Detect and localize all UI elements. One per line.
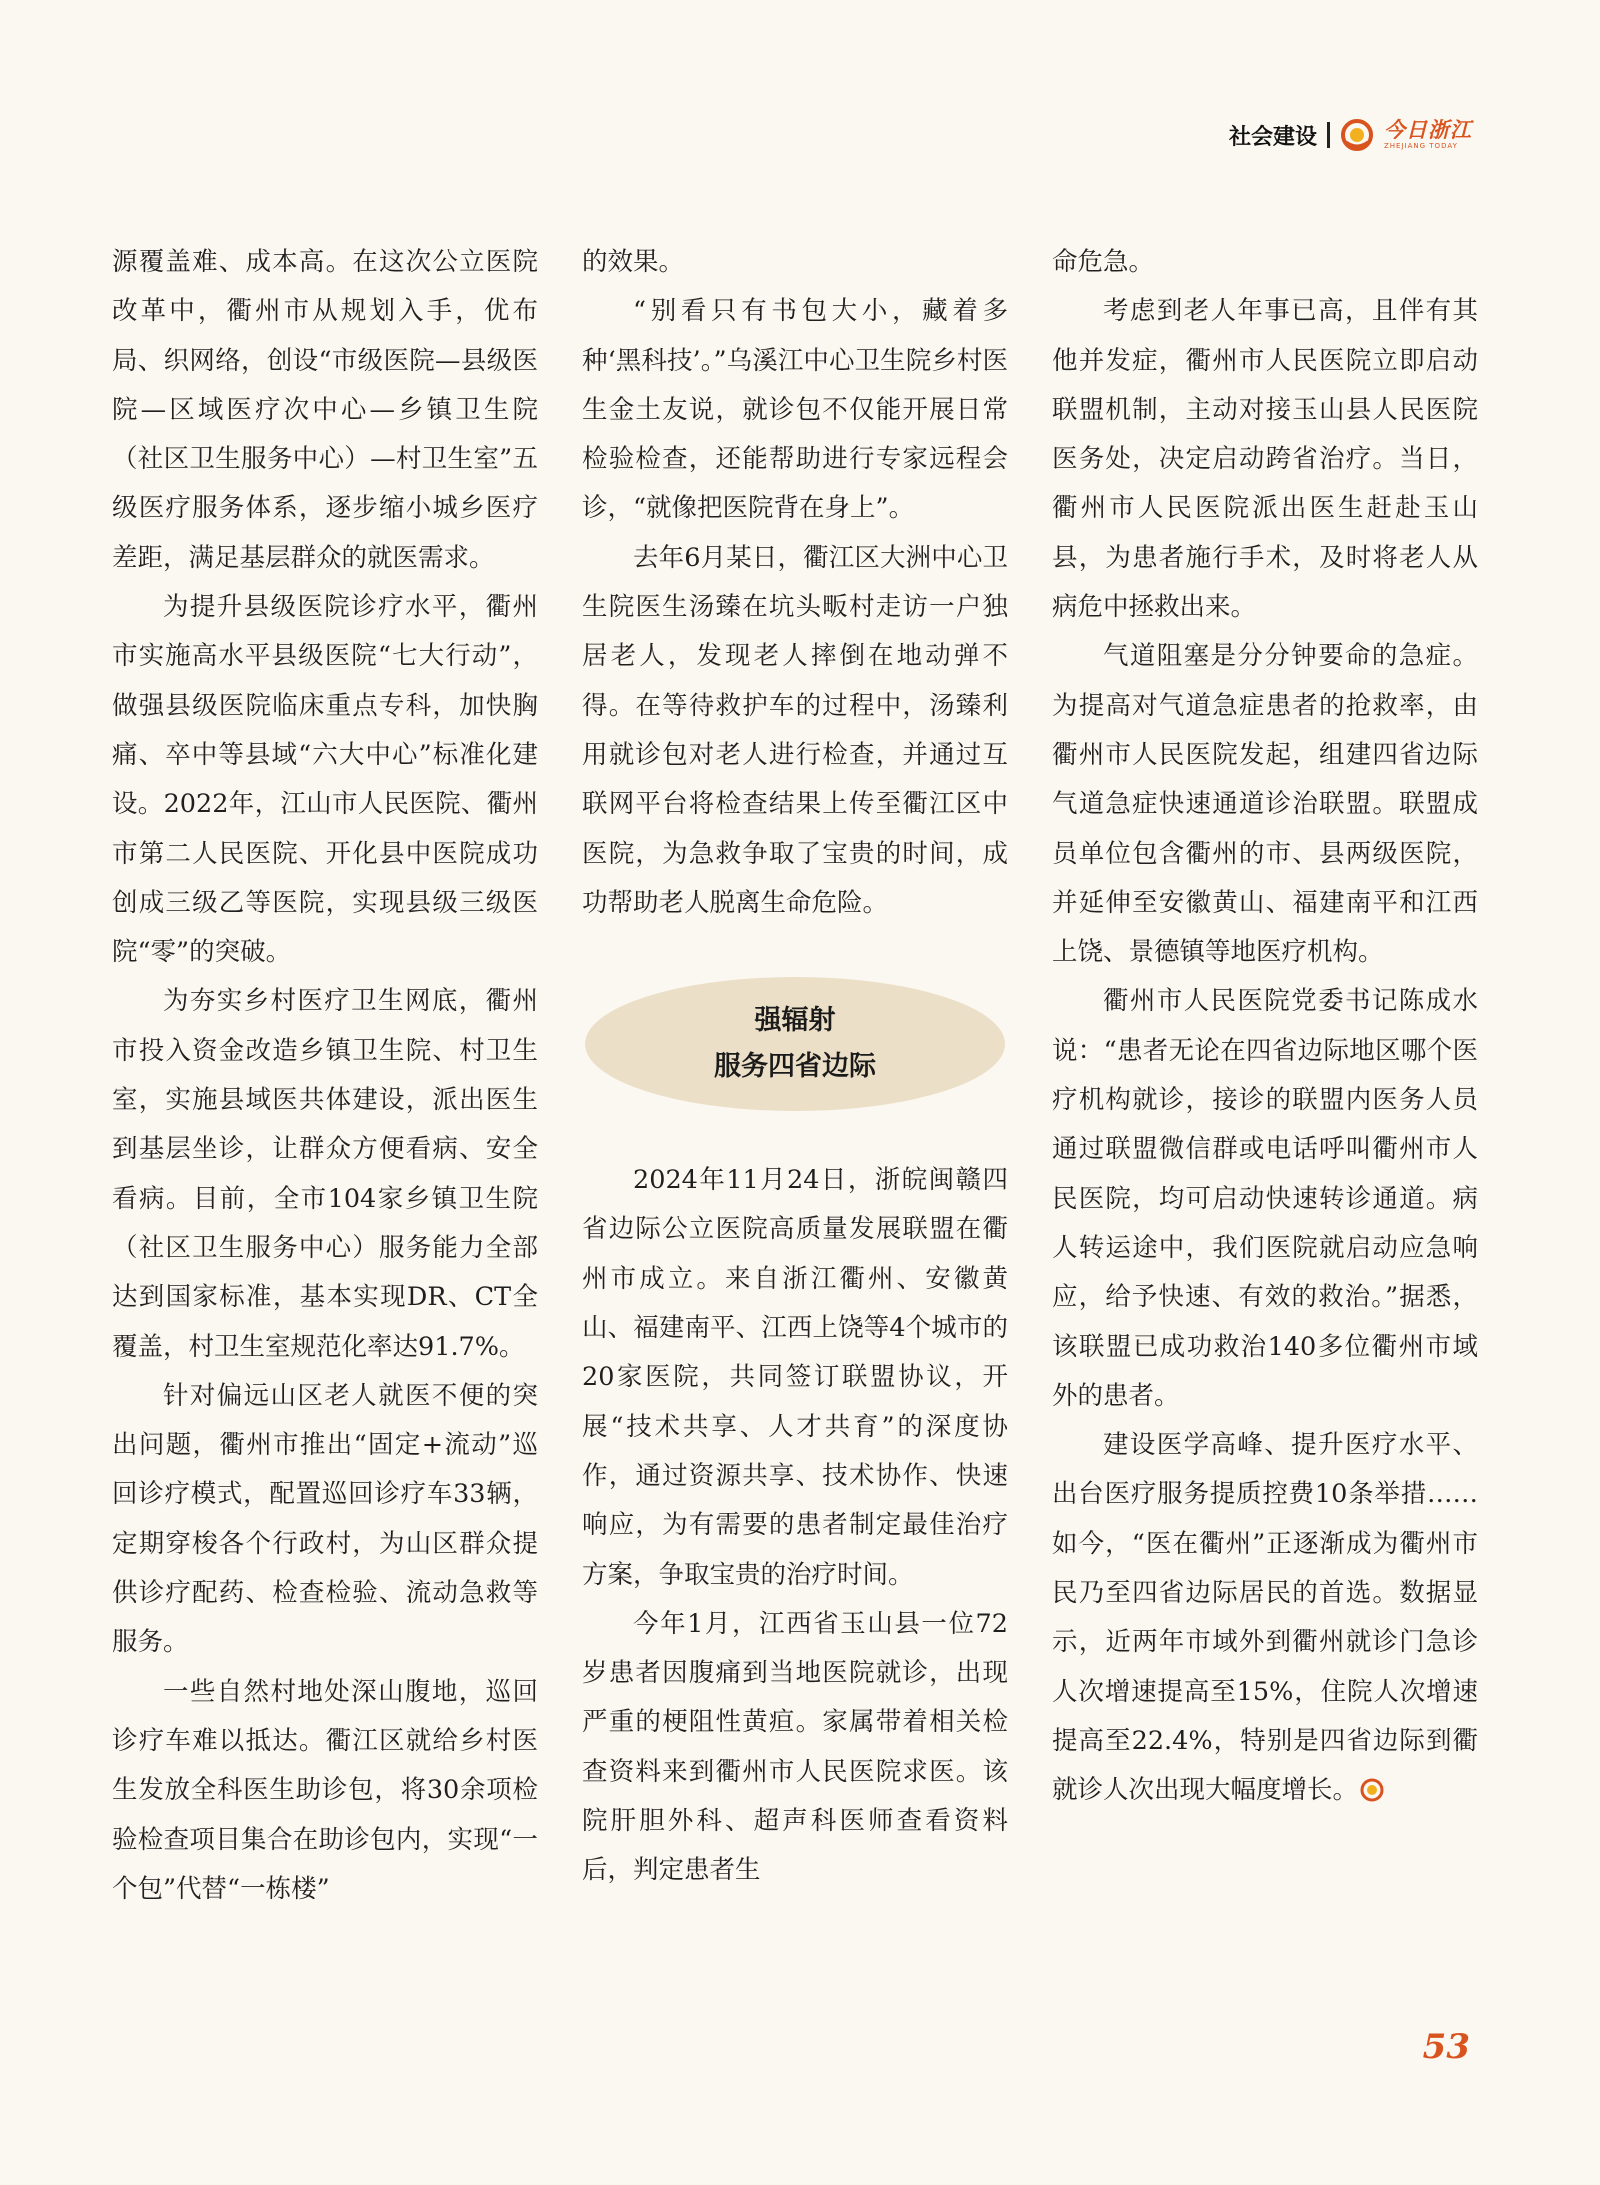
subheading-line-2: 服务四省边际 <box>714 1051 876 1083</box>
section-title: 社会建设 <box>1228 124 1317 150</box>
brand-name-en: ZHEJIANG TODAY <box>1384 142 1458 150</box>
paragraph: 今年1月，江西省玉山县一位72岁患者因腹痛到当地医院就诊，出现严重的梗阻性黄疸。家属带着相关检查资料来到衢州市人民医院求医。该院肝胆外科、超声科医师查看资料后，判定患者生 <box>582 1608 1008 1886</box>
header-divider <box>1327 122 1330 148</box>
brand-name-cn: 今日浙江 <box>1384 118 1472 142</box>
paragraph: 的效果。 <box>582 247 685 277</box>
page-number: 53 <box>1422 2027 1470 2067</box>
paragraph: 命危急。 <box>1052 247 1155 277</box>
paragraph: 去年6月某日，衢江区大洲中心卫生院医生汤臻在坑头畈村走访一户独居老人，发现老人摔倒在地动弹不得。在等待救护车的过程中，汤臻利用就诊包对老人进行检查，并通过互联网平台将检查结果上传至衢江区中医院，为急救争取了宝贵的时间，成功帮助老人脱离生命危险。 <box>582 542 1008 918</box>
paragraph: 一些自然村地处深山腹地，巡回诊疗车难以抵达。衢江区就给乡村医生发放全科医生助诊包，将30余项检验检查项目集合在助诊包内，实现“一个包”代替“一栋楼” <box>112 1676 538 1904</box>
article-body <box>112 238 1478 1914</box>
brand-wordmark <box>1384 120 1472 150</box>
brand-logo-icon <box>1340 118 1374 152</box>
paragraph: 针对偏远山区老人就医不便的突出问题，衢州市推出“固定+流动”巡回诊疗模式，配置巡回诊疗车33辆，定期穿梭各个行政村，为山区群众提供诊疗配药、检查检验、流动急救等服务。 <box>112 1380 538 1658</box>
column-1 <box>112 238 538 1914</box>
column-3 <box>1052 238 1478 1914</box>
subheading-line-1: 强辐射 <box>754 1005 836 1037</box>
subheading-block <box>582 944 1008 1144</box>
paragraph: 气道阻塞是分分钟要命的急症。为提高对气道急症患者的抢救率，由衢州市人民医院发起，组建四省边际气道急症快速通道诊治联盟。联盟成员单位包含衢州的市、县两级医院，并延伸至安徽黄山、福建南平和江西上饶、景德镇等地医疗机构。 <box>1052 641 1478 968</box>
article-end-icon <box>1360 1778 1384 1802</box>
paragraph: 考虑到老人年事已高，且伴有其他并发症，衢州市人民医院立即启动联盟机制，主动对接玉山县人民医院医务处，决定启动跨省治疗。当日，衢州市人民医院派出医生赶赴玉山县，为患者施行手术，及时将老人从病危中拯救出来。 <box>1052 296 1478 623</box>
subheading <box>585 977 1005 1111</box>
paragraph: 为夯实乡村医疗卫生网底，衢州市投入资金改造乡镇卫生院、村卫生室，实施县域医共体建设，派出医生到基层坐诊，让群众方便看病、安全看病。目前，全市104家乡镇卫生院（社区卫生服务中心）服务能力全部达到国家标准，基本实现DR、CT全覆盖，村卫生室规范化率达91.7%。 <box>112 986 538 1362</box>
paragraph: 源覆盖难、成本高。在这次公立医院改革中，衢州市从规划入手，优布局、织网络，创设“市级医院—县级医院—区域医疗次中心—乡镇卫生院（社区卫生服务中心）—村卫生室”五级医疗服务体系，逐步缩小城乡医疗差距，满足基层群众的就医需求。 <box>112 247 538 573</box>
paragraph: 衢州市人民医院党委书记陈成水说：“患者无论在四省边际地区哪个医疗机构就诊，接诊的联盟内医务人员通过联盟微信群或电话呼叫衢州市人民医院，均可启动快速转诊通道。病人转运途中，我们医院就启动应急响应，给予快速、有效的救治。”据悉，该联盟已成功救治140多位衢州市域外的患者。 <box>1052 986 1478 1411</box>
paragraph: “别看只有书包大小，藏着多种‘黑科技’。”乌溪江中心卫生院乡村医生金土友说，就诊包不仅能开展日常检验检查，还能帮助进行专家远程会诊，“就像把医院背在身上”。 <box>582 296 1008 524</box>
paragraph-text: 建设医学高峰、提升医疗水平、出台医疗服务提质控费10条举措……如今，“医在衢州”正逐渐成为衢州市民乃至四省边际居民的首选。数据显示，近两年市域外到衢州就诊门急诊人次增速提高至15%，住院人次增速提高至22.4%，特别是四省边际到衢就诊人次出现大幅度增长。 <box>1052 1430 1478 1806</box>
column-2 <box>582 238 1008 1914</box>
paragraph: 为提升县级医院诊疗水平，衢州市实施高水平县级医院“七大行动”，做强县级医院临床重点专科，加快胸痛、卒中等县域“六大中心”标准化建设。2022年，江山市人民医院、衢州市第二人民医院、开化县中医院成功创成三级乙等医院，实现县级三级医院“零”的突破。 <box>112 592 538 968</box>
page-header <box>1229 118 1472 152</box>
paragraph <box>1052 1421 1478 1815</box>
paragraph: 2024年11月24日，浙皖闽赣四省边际公立医院高质量发展联盟在衢州市成立。来自浙江衢州、安徽黄山、福建南平、江西上饶等4个城市的20家医院，共同签订联盟协议，开展“技术共享、人才共育”的深度协作，通过资源共享、技术协作、快速响应，为有需要的患者制定最佳治疗方案，争取宝贵的治疗时间。 <box>582 1165 1008 1590</box>
